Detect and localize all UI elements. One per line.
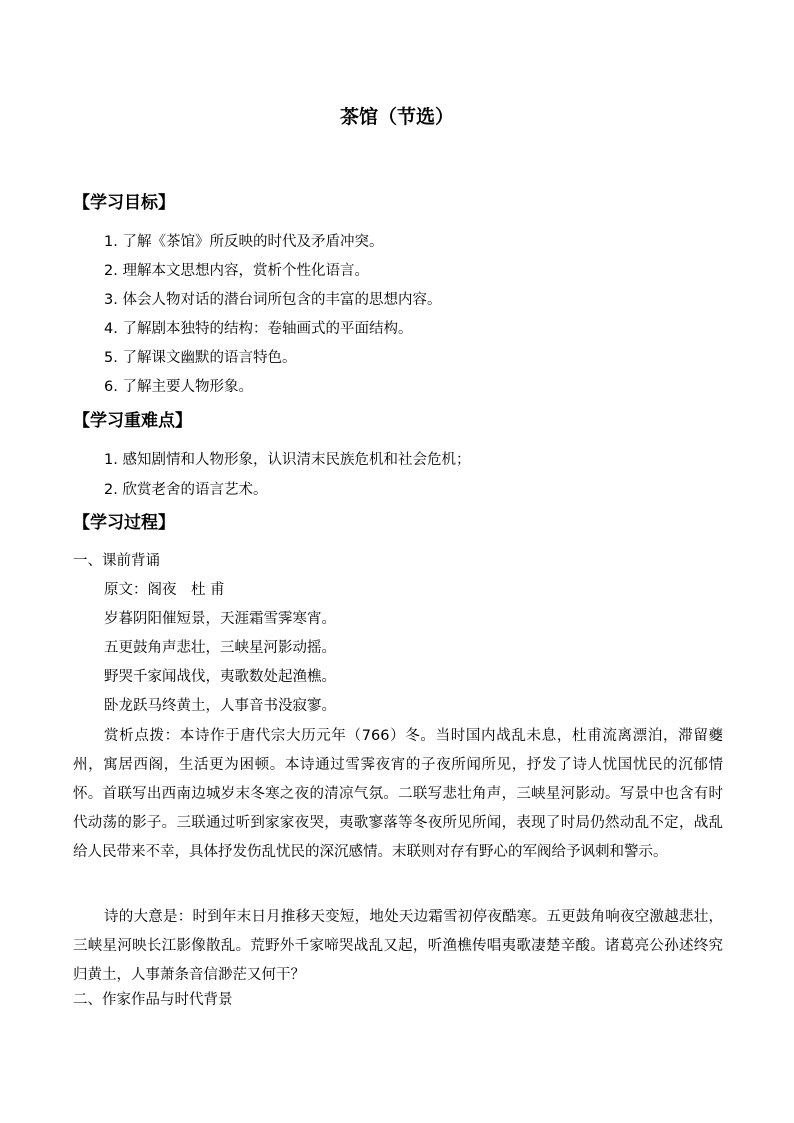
poem-line: 卧龙跃马终黄土，人事音书没寂寥。 [104, 698, 336, 714]
objective-item: 2. 理解本文思想内容，赏析个性化语言。 [104, 263, 369, 279]
objectives-heading: 【学习目标】 [73, 193, 175, 213]
analysis-paragraph: 赏析点拨：本诗作于唐代宗大历元年（766）冬。当时国内战乱未息，杜甫流离漂泊，滞留夔州，寓居西阁，生活更为困顿。本诗通过雪霁夜宵的子夜所闻所见，抒发了诗人忧国忧民的沉郁情怀。首联写出西南边城岁末冬寒之夜的清凉气氛。二联写悲壮角声，三峡星河影动。写景中也含有时代动荡的影子。三联通过听到家家夜哭，夷歌寥落等冬夜所见所闻，表现了时局仍然动乱不定，战乱给人民带来不幸，具体抒发伤乱忧民的深沉感情。末联则对存有野心的军阀给予讽刺和警示。 [73, 728, 723, 860]
section-heading: 二、作家作品与时代背景 [73, 992, 233, 1008]
poem-line: 野哭千家闻战伐，夷歌数处起渔樵。 [104, 669, 336, 685]
section-heading: 一、课前背诵 [73, 553, 160, 569]
meaning-paragraph: 诗的大意是：时到年末日月推移天变短，地处天边霜雪初停夜酷寒。五更鼓角响夜空激越悲壮，三峡星河映长江影像散乱。荒野外千家啼哭战乱又起，听渔樵传唱夷歌凄楚辛酸。诸葛亮公孙述终究归黄土，人事萧条音信渺茫又何干？ [73, 909, 723, 983]
key-point-item: 2. 欣赏老舍的语言艺术。 [104, 482, 268, 498]
objective-item: 3. 体会人物对话的潜台词所包含的丰富的思想内容。 [104, 292, 442, 308]
key-point-item: 1. 感知剧情和人物形象，认识清末民族危机和社会危机； [104, 452, 471, 468]
process-heading: 【学习过程】 [73, 513, 175, 533]
poem-line: 五更鼓角声悲壮，三峡星河影动摇。 [104, 640, 336, 656]
objective-item: 5. 了解课文幽默的语言特色。 [104, 350, 297, 366]
objective-item: 1. 了解《茶馆》所反映的时代及矛盾冲突。 [104, 234, 384, 250]
objective-item: 4. 了解剧本独特的结构：卷轴画式的平面结构。 [104, 321, 413, 337]
objective-item: 6. 了解主要人物形象。 [104, 379, 253, 395]
document-title: 茶馆（节选） [339, 106, 454, 128]
poem-source: 原文：阁夜 杜 甫 [104, 582, 225, 598]
key-points-heading: 【学习重难点】 [73, 411, 192, 431]
poem-line: 岁暮阴阳催短景，天涯霜雪霁寒宵。 [104, 611, 336, 627]
